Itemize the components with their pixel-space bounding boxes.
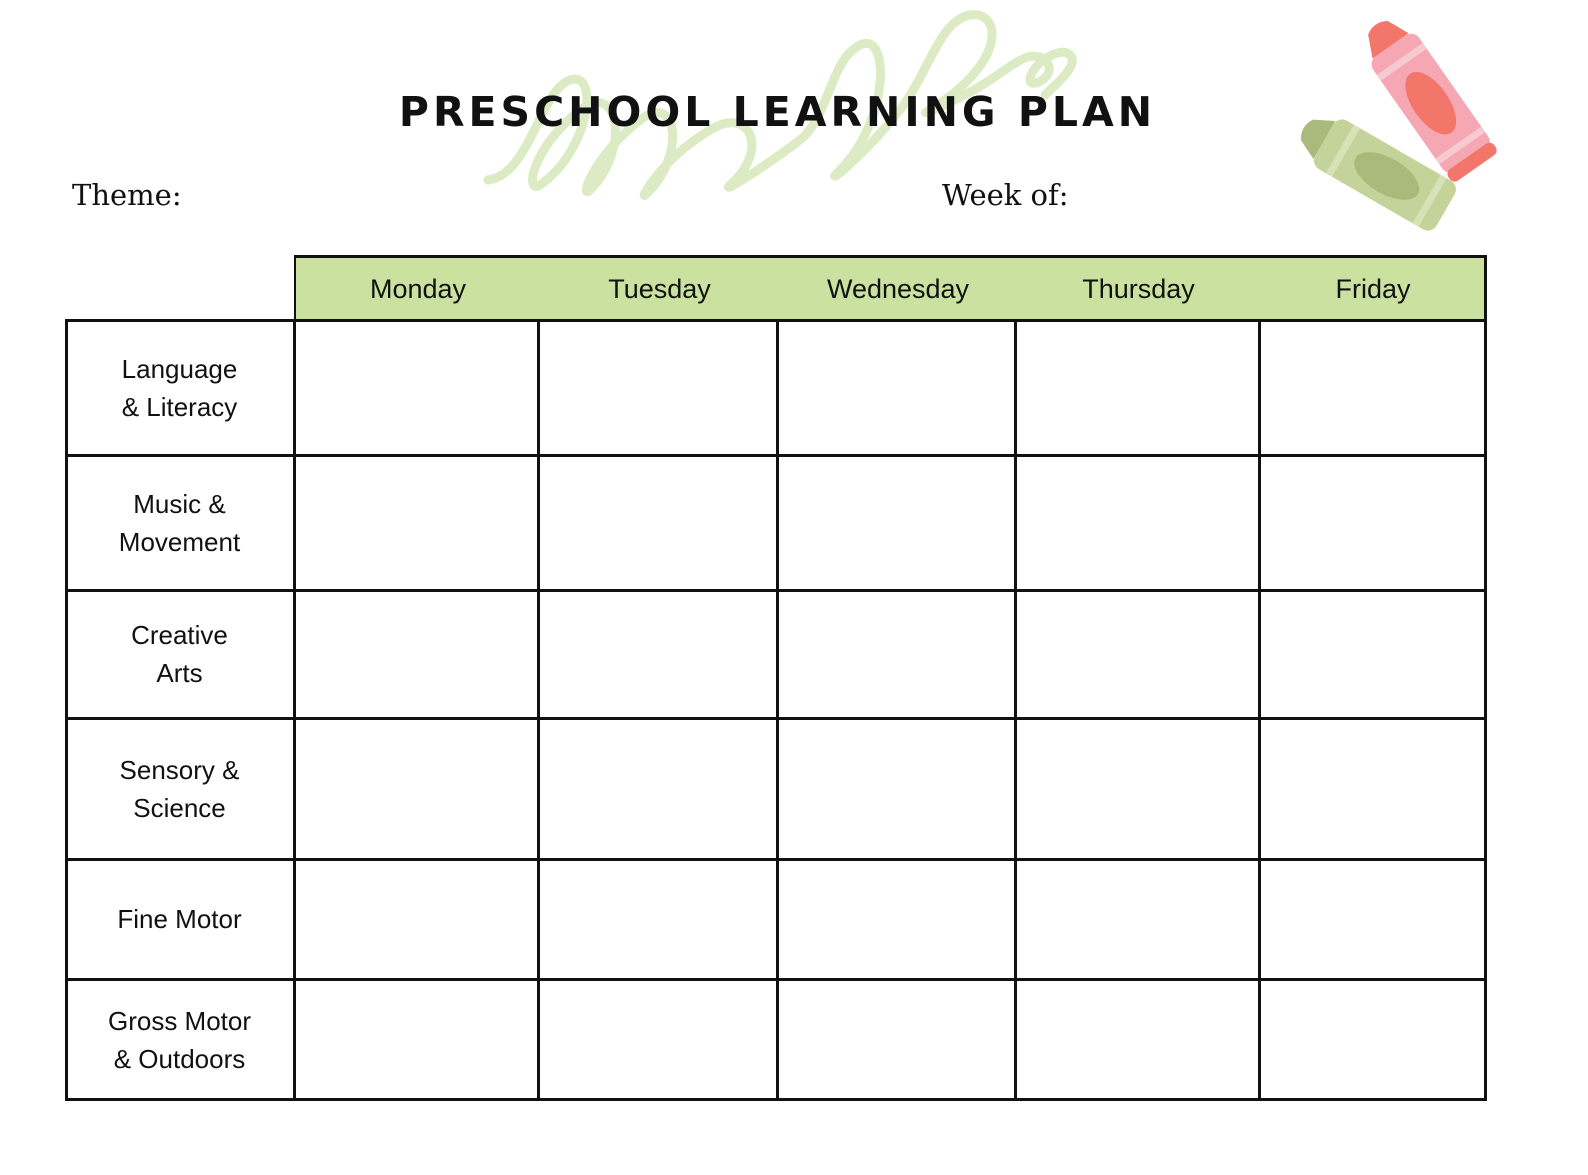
- plan-cell-tuesday[interactable]: [538, 979, 777, 1100]
- grid-line: [1484, 319, 1487, 1101]
- plan-cell-friday[interactable]: [1259, 320, 1487, 455]
- plan-cell-wednesday[interactable]: [777, 320, 1015, 455]
- plan-cell-friday[interactable]: [1259, 455, 1487, 590]
- plan-cell-thursday[interactable]: [1015, 320, 1259, 455]
- category-label: Language & Literacy: [121, 353, 238, 422]
- category-cell: [65, 320, 294, 455]
- day-header-row: [294, 255, 1487, 320]
- plan-cell-thursday[interactable]: [1015, 979, 1259, 1100]
- category-label: Sensory & Science: [119, 754, 240, 823]
- grid-line: [776, 319, 779, 1101]
- grid-line: [293, 319, 296, 1101]
- plan-cell-wednesday[interactable]: [777, 455, 1015, 590]
- plan-cell-wednesday[interactable]: [777, 718, 1015, 859]
- plan-cell-wednesday[interactable]: [777, 979, 1015, 1100]
- grid-line: [1258, 319, 1261, 1101]
- theme-label: Theme:: [72, 178, 182, 212]
- plan-cell-thursday[interactable]: [1015, 718, 1259, 859]
- day-header-friday: Friday: [1335, 274, 1411, 304]
- category-label: Fine Motor: [117, 904, 242, 934]
- plan-cell-friday[interactable]: [1259, 718, 1487, 859]
- grid-line: [537, 319, 540, 1101]
- category-cell: [65, 590, 294, 718]
- page-title: PRESCHOOL LEARNING PLAN: [398, 88, 1157, 136]
- plan-cell-monday[interactable]: [294, 859, 538, 979]
- plan-cell-tuesday[interactable]: [538, 859, 777, 979]
- day-header-wednesday: Wednesday: [826, 274, 970, 304]
- plan-cell-tuesday[interactable]: [538, 320, 777, 455]
- grid-line: [65, 319, 68, 1101]
- plan-cell-thursday[interactable]: [1015, 590, 1259, 718]
- grid-line: [1014, 319, 1017, 1101]
- plan-cell-friday[interactable]: [1259, 979, 1487, 1100]
- plan-cell-monday[interactable]: [294, 320, 538, 455]
- category-cell: [65, 718, 294, 859]
- plan-cell-tuesday[interactable]: [538, 590, 777, 718]
- plan-cell-tuesday[interactable]: [538, 455, 777, 590]
- day-header-tuesday: Tuesday: [608, 274, 711, 304]
- plan-cell-tuesday[interactable]: [538, 718, 777, 859]
- category-cell: [65, 455, 294, 590]
- plan-table: [65, 320, 1487, 1100]
- plan-cell-thursday[interactable]: [1015, 455, 1259, 590]
- plan-cell-monday[interactable]: [294, 455, 538, 590]
- category-cell: [65, 859, 294, 979]
- week-of-label: Week of:: [942, 178, 1069, 212]
- day-header-monday: Monday: [369, 274, 467, 304]
- plan-cell-wednesday[interactable]: [777, 859, 1015, 979]
- plan-cell-monday[interactable]: [294, 590, 538, 718]
- category-label: Creative Arts: [131, 620, 228, 688]
- category-label: Gross Motor & Outdoors: [107, 1005, 252, 1074]
- plan-cell-thursday[interactable]: [1015, 859, 1259, 979]
- plan-cell-friday[interactable]: [1259, 859, 1487, 979]
- day-header-thursday: Thursday: [1082, 274, 1195, 304]
- plan-cell-wednesday[interactable]: [777, 590, 1015, 718]
- category-cell: [65, 979, 294, 1100]
- plan-cell-friday[interactable]: [1259, 590, 1487, 718]
- category-label: Music & Movement: [118, 488, 241, 557]
- plan-cell-monday[interactable]: [294, 718, 538, 859]
- plan-cell-monday[interactable]: [294, 979, 538, 1100]
